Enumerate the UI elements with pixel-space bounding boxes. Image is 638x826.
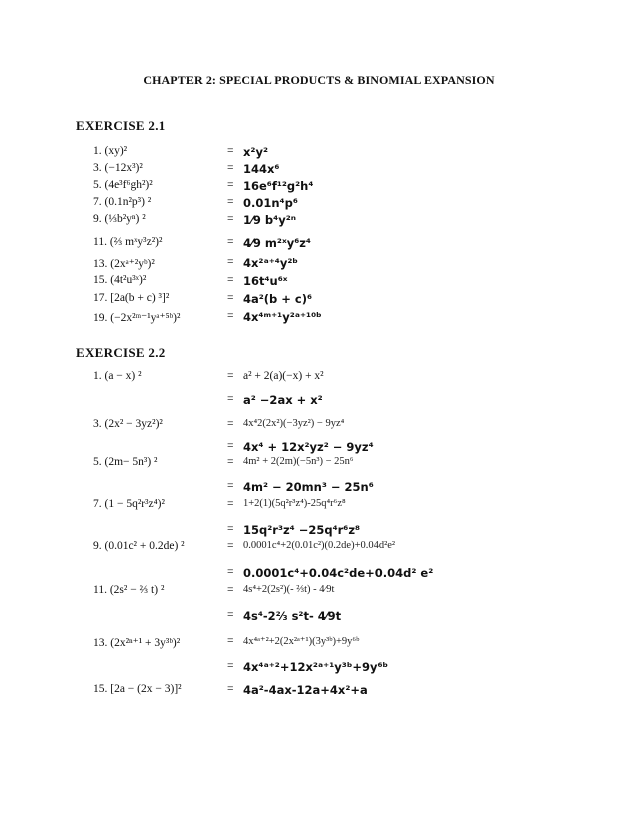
problem-expression: 13. (2x²ⁿ⁺¹ + 3y³ᵇ)² xyxy=(93,637,181,649)
equals-sign: = xyxy=(227,540,234,552)
exercise-2-2-heading: EXERCISE 2.2 xyxy=(76,345,166,360)
problem-expression: 1. (a − x) ² xyxy=(93,370,142,382)
equation-row xyxy=(0,310,638,328)
problem-expression: 13. (2xᵃ⁺²yᵇ)² xyxy=(93,258,155,270)
equals-sign: = xyxy=(227,683,234,695)
equals-sign: = xyxy=(227,456,234,468)
solution-expression: 4s⁴+2(2s²)(- ⅔t) - 4⁄9t xyxy=(243,584,335,595)
solution-expression: 4m² + 2(2m)(−5n³) − 25n⁶ xyxy=(243,456,354,467)
equals-sign: = xyxy=(227,498,234,510)
problem-expression: 1. (xy)² xyxy=(93,145,128,157)
equals-sign: = xyxy=(227,566,234,578)
equation-row xyxy=(0,609,638,627)
solution-expression: 0.0001c⁴+2(0.01c²)(0.2de)+0.04d²e² xyxy=(243,540,396,551)
solution-expression: a² + 2(a)(−x) + x² xyxy=(243,370,324,382)
solution-expression: 1⁄9 b⁴y²ⁿ xyxy=(243,213,296,227)
problem-expression: 11. (⅔ mˣy³z²)² xyxy=(93,236,163,248)
solution-expression: 0.0001c⁴+0.04c²de+0.04d² e² xyxy=(243,566,434,580)
equation-row xyxy=(0,480,638,498)
equals-sign: = xyxy=(227,609,234,621)
equals-sign: = xyxy=(227,370,234,382)
solution-expression: 4x⁴2(2x²)(−3yz²) − 9yz⁴ xyxy=(243,418,345,429)
problem-expression: 15. [2a − (2x − 3)]² xyxy=(93,683,182,695)
solution-expression: 15q²r³z⁴ −25q⁴r⁶z⁸ xyxy=(243,523,361,537)
equation-row xyxy=(0,635,638,653)
problem-expression: 3. (−12x³)² xyxy=(93,162,143,174)
equation-row xyxy=(0,584,638,602)
chapter-title: CHAPTER 2: SPECIAL PRODUCTS & BINOMIAL EXPANSION xyxy=(143,73,495,87)
equals-sign: = xyxy=(227,162,234,174)
problem-expression: 15. (4t²u³ˣ)² xyxy=(93,274,147,286)
equals-sign: = xyxy=(227,274,234,286)
equation-row xyxy=(0,660,638,678)
solution-expression: 144x⁶ xyxy=(243,162,280,176)
solution-expression: 4x⁴ + 12x²yz² − 9yz⁴ xyxy=(243,440,374,454)
equals-sign: = xyxy=(227,256,234,268)
solution-expression: 4a²(b + c)⁶ xyxy=(243,292,313,306)
equals-sign: = xyxy=(227,236,234,248)
equation-row xyxy=(0,683,638,701)
equation-row xyxy=(0,213,638,231)
equation-row xyxy=(0,498,638,516)
problem-expression: 7. (0.1n²p³) ² xyxy=(93,196,152,208)
problem-expression: 3. (2x² − 3yz²)² xyxy=(93,418,163,430)
equation-row xyxy=(0,179,638,197)
equation-row xyxy=(0,393,638,411)
solution-expression: 16t⁴u⁶ˣ xyxy=(243,274,288,288)
solution-expression: 4⁄9 m²ˣy⁶z⁴ xyxy=(243,236,311,250)
solution-expression: 1+2(1)(5q²r³z⁴)-25q⁴r⁶z⁸ xyxy=(243,498,346,509)
equation-row xyxy=(0,456,638,474)
solution-expression: 4a²-4ax-12a+4x²+a xyxy=(243,683,368,697)
equation-row xyxy=(0,274,638,292)
equals-sign: = xyxy=(227,145,234,157)
equation-row xyxy=(0,292,638,310)
equation-row xyxy=(0,566,638,584)
equals-sign: = xyxy=(227,393,234,405)
problem-expression: 9. (⅓b²yⁿ) ² xyxy=(93,213,146,225)
problem-expression: 19. (−2x²ᵐ⁻¹yᵃ⁺⁵ᵇ)² xyxy=(93,312,181,324)
solution-expression: x²y² xyxy=(243,145,268,159)
solution-expression: 4m² − 20mn³ − 25n⁶ xyxy=(243,480,374,494)
equals-sign: = xyxy=(227,310,234,322)
equals-sign: = xyxy=(227,584,234,596)
solution-expression: a² −2ax + x² xyxy=(243,393,323,407)
equals-sign: = xyxy=(227,213,234,225)
solution-expression: 16e⁶f¹²g²h⁴ xyxy=(243,179,314,193)
solution-expression: 4x⁴ᵃ⁺²+2(2x²ᵃ⁺¹)(3y³ᵇ)+9y⁶ᵇ xyxy=(243,636,360,647)
problem-expression: 11. (2s² − ⅔ t) ² xyxy=(93,584,165,596)
equation-row xyxy=(0,256,638,274)
problem-expression: 5. (2m− 5n³) ² xyxy=(93,456,158,468)
problem-expression: 5. (4e³f⁶gh²)² xyxy=(93,179,153,191)
equation-row xyxy=(0,370,638,388)
solution-expression: 4s⁴-2⅔ s²t- 4⁄9t xyxy=(243,609,342,623)
equals-sign: = xyxy=(227,418,234,430)
solution-expression: 4x²ᵃ⁺⁴y²ᵇ xyxy=(243,256,298,270)
equation-row xyxy=(0,418,638,436)
equation-row xyxy=(0,540,638,558)
equals-sign: = xyxy=(227,480,234,492)
equation-row xyxy=(0,145,638,163)
equals-sign: = xyxy=(227,179,234,191)
equation-row xyxy=(0,523,638,541)
problem-expression: 9. (0.01c² + 0.2de) ² xyxy=(93,540,185,552)
equals-sign: = xyxy=(227,635,234,647)
equals-sign: = xyxy=(227,196,234,208)
problem-expression: 17. [2a(b + c) ³]² xyxy=(93,292,170,304)
equals-sign: = xyxy=(227,440,234,452)
solution-expression: 4x⁴ᵃ⁺²+12x²ᵃ⁺¹y³ᵇ+9y⁶ᵇ xyxy=(243,660,389,674)
solution-expression: 4x⁴ᵐ⁺¹y²ᵃ⁺¹⁰ᵇ xyxy=(243,310,322,324)
solution-expression: 0.01n⁴p⁶ xyxy=(243,196,298,210)
equals-sign: = xyxy=(227,660,234,672)
equation-row xyxy=(0,196,638,214)
problem-expression: 7. (1 − 5q²r³z⁴)² xyxy=(93,498,165,510)
equation-row xyxy=(0,162,638,180)
equals-sign: = xyxy=(227,523,234,535)
equation-row xyxy=(0,236,638,254)
equals-sign: = xyxy=(227,292,234,304)
exercise-2-1-heading: EXERCISE 2.1 xyxy=(76,118,166,133)
